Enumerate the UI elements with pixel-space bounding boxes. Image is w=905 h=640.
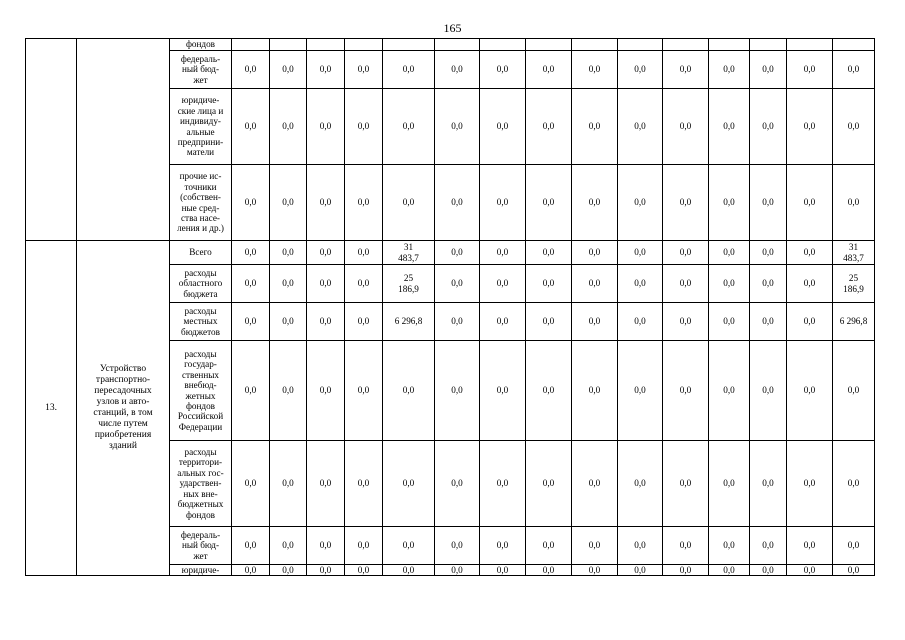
value-cell: 0,0 (480, 565, 526, 576)
value-cell: 0,0 (435, 265, 480, 303)
value-cell: 0,0 (787, 165, 833, 241)
value-cell (345, 39, 383, 51)
value-cell: 0,0 (709, 527, 750, 565)
value-cell (709, 39, 750, 51)
value-cell: 0,0 (787, 265, 833, 303)
value-cell (307, 39, 345, 51)
value-cell: 6 296,8 (383, 303, 435, 341)
value-cell: 0,0 (307, 527, 345, 565)
value-cell: 0,0 (435, 241, 480, 265)
value-cell (383, 39, 435, 51)
value-cell: 0,0 (232, 565, 270, 576)
value-cell: 0,0 (618, 89, 663, 165)
value-cell: 0,0 (618, 165, 663, 241)
value-cell: 0,0 (383, 441, 435, 527)
value-cell (663, 39, 709, 51)
value-cell: 0,0 (663, 89, 709, 165)
value-cell: 0,0 (618, 565, 663, 576)
value-cell: 0,0 (307, 441, 345, 527)
value-cell: 25 186,9 (833, 265, 875, 303)
value-cell: 0,0 (307, 165, 345, 241)
value-cell (526, 39, 572, 51)
value-cell: 0,0 (383, 527, 435, 565)
value-cell: 25 186,9 (383, 265, 435, 303)
value-cell: 0,0 (480, 441, 526, 527)
value-cell: 0,0 (383, 89, 435, 165)
value-cell (750, 39, 787, 51)
value-cell: 0,0 (663, 303, 709, 341)
value-cell: 0,0 (618, 527, 663, 565)
value-cell: 0,0 (480, 165, 526, 241)
value-cell: 0,0 (307, 303, 345, 341)
item-index-cell: 13. (26, 241, 77, 576)
value-cell: 0,0 (435, 165, 480, 241)
value-cell: 0,0 (526, 241, 572, 265)
value-cell: 0,0 (345, 165, 383, 241)
value-cell: 0,0 (663, 265, 709, 303)
value-cell: 0,0 (709, 341, 750, 441)
value-cell (572, 39, 618, 51)
budget-table (25, 38, 875, 576)
value-cell: 0,0 (270, 51, 307, 89)
value-cell: 0,0 (383, 165, 435, 241)
value-cell: 0,0 (787, 441, 833, 527)
table-row (26, 241, 875, 265)
value-cell: 0,0 (345, 265, 383, 303)
value-cell: 0,0 (232, 303, 270, 341)
value-cell: 0,0 (663, 527, 709, 565)
value-cell: 0,0 (307, 341, 345, 441)
value-cell: 31 483,7 (833, 241, 875, 265)
funding-source-cell: прочие ис- точники (собствен- ные сред- ства насе- ления и др.) (170, 165, 232, 241)
value-cell: 0,0 (480, 241, 526, 265)
value-cell: 0,0 (232, 241, 270, 265)
value-cell: 0,0 (480, 303, 526, 341)
value-cell: 0,0 (833, 441, 875, 527)
value-cell: 0,0 (709, 441, 750, 527)
value-cell: 0,0 (383, 565, 435, 576)
funding-source-cell: федераль- ный бюд- жет (170, 527, 232, 565)
value-cell: 0,0 (572, 441, 618, 527)
value-cell: 0,0 (307, 565, 345, 576)
value-cell: 0,0 (750, 341, 787, 441)
value-cell: 0,0 (787, 341, 833, 441)
value-cell: 0,0 (435, 51, 480, 89)
value-cell: 0,0 (663, 565, 709, 576)
value-cell: 0,0 (345, 441, 383, 527)
value-cell: 0,0 (750, 165, 787, 241)
value-cell: 0,0 (618, 341, 663, 441)
value-cell: 0,0 (787, 89, 833, 165)
value-cell: 0,0 (833, 51, 875, 89)
value-cell: 0,0 (270, 527, 307, 565)
value-cell: 0,0 (750, 241, 787, 265)
value-cell: 0,0 (709, 303, 750, 341)
value-cell: 0,0 (345, 51, 383, 89)
value-cell: 0,0 (526, 565, 572, 576)
value-cell: 0,0 (787, 51, 833, 89)
value-cell: 0,0 (618, 241, 663, 265)
value-cell: 0,0 (435, 341, 480, 441)
funding-source-cell: Всего (170, 241, 232, 265)
value-cell: 0,0 (709, 165, 750, 241)
value-cell: 0,0 (383, 341, 435, 441)
value-cell: 0,0 (572, 265, 618, 303)
page-number: 165 (443, 21, 462, 35)
value-cell: 0,0 (232, 165, 270, 241)
value-cell: 0,0 (709, 241, 750, 265)
value-cell: 0,0 (345, 89, 383, 165)
value-cell: 0,0 (307, 265, 345, 303)
value-cell: 0,0 (750, 441, 787, 527)
value-cell: 31 483,7 (383, 241, 435, 265)
value-cell: 0,0 (232, 341, 270, 441)
value-cell: 0,0 (663, 441, 709, 527)
value-cell: 0,0 (709, 565, 750, 576)
value-cell: 0,0 (270, 341, 307, 441)
value-cell: 0,0 (480, 341, 526, 441)
value-cell: 0,0 (618, 51, 663, 89)
value-cell: 0,0 (572, 341, 618, 441)
value-cell: 0,0 (270, 303, 307, 341)
value-cell: 0,0 (787, 241, 833, 265)
value-cell: 0,0 (480, 527, 526, 565)
value-cell: 0,0 (663, 341, 709, 441)
value-cell: 0,0 (572, 565, 618, 576)
value-cell: 0,0 (526, 265, 572, 303)
value-cell: 0,0 (572, 89, 618, 165)
value-cell: 0,0 (435, 303, 480, 341)
value-cell: 0,0 (787, 303, 833, 341)
value-cell: 0,0 (232, 89, 270, 165)
value-cell: 0,0 (709, 89, 750, 165)
value-cell: 0,0 (307, 89, 345, 165)
table-row (26, 39, 875, 51)
value-cell: 6 296,8 (833, 303, 875, 341)
value-cell: 0,0 (787, 527, 833, 565)
value-cell: 0,0 (750, 527, 787, 565)
value-cell: 0,0 (435, 565, 480, 576)
value-cell: 0,0 (345, 341, 383, 441)
funding-source-cell: юридиче- (170, 565, 232, 576)
value-cell: 0,0 (345, 303, 383, 341)
value-cell: 0,0 (526, 303, 572, 341)
value-cell: 0,0 (750, 51, 787, 89)
value-cell: 0,0 (526, 441, 572, 527)
value-cell: 0,0 (270, 241, 307, 265)
funding-source-cell: расходы местных бюджетов (170, 303, 232, 341)
row-name-cell (77, 39, 170, 241)
value-cell: 0,0 (572, 527, 618, 565)
value-cell: 0,0 (572, 51, 618, 89)
value-cell: 0,0 (833, 341, 875, 441)
value-cell: 0,0 (480, 51, 526, 89)
value-cell (787, 39, 833, 51)
funding-source-cell: федераль- ный бюд- жет (170, 51, 232, 89)
value-cell: 0,0 (526, 89, 572, 165)
value-cell: 0,0 (345, 527, 383, 565)
value-cell: 0,0 (618, 441, 663, 527)
value-cell: 0,0 (833, 89, 875, 165)
value-cell: 0,0 (526, 341, 572, 441)
value-cell: 0,0 (787, 565, 833, 576)
value-cell: 0,0 (270, 265, 307, 303)
value-cell: 0,0 (232, 441, 270, 527)
value-cell: 0,0 (663, 241, 709, 265)
value-cell: 0,0 (435, 527, 480, 565)
funding-source-cell: фондов (170, 39, 232, 51)
funding-source-cell: юридиче- ские лица и индивиду- альные предприни- матели (170, 89, 232, 165)
value-cell (435, 39, 480, 51)
value-cell: 0,0 (307, 51, 345, 89)
value-cell: 0,0 (383, 51, 435, 89)
value-cell (232, 39, 270, 51)
value-cell: 0,0 (663, 51, 709, 89)
value-cell: 0,0 (480, 89, 526, 165)
value-cell: 0,0 (750, 565, 787, 576)
value-cell: 0,0 (750, 89, 787, 165)
value-cell: 0,0 (709, 51, 750, 89)
funding-source-cell: расходы территори- альных гос- ударствен- ных вне- бюджетных фондов (170, 441, 232, 527)
value-cell: 0,0 (750, 303, 787, 341)
value-cell: 0,0 (526, 527, 572, 565)
row-index-cell (26, 39, 77, 241)
value-cell: 0,0 (270, 89, 307, 165)
value-cell: 0,0 (307, 241, 345, 265)
value-cell: 0,0 (232, 527, 270, 565)
table-body (26, 39, 875, 576)
value-cell: 0,0 (526, 51, 572, 89)
item-name-cell: Устройство транспортно- пересадочных узлов и авто- станций, в том числе путем приобретения зданий (77, 241, 170, 576)
value-cell: 0,0 (572, 241, 618, 265)
value-cell: 0,0 (480, 265, 526, 303)
value-cell: 0,0 (572, 165, 618, 241)
value-cell: 0,0 (663, 165, 709, 241)
value-cell: 0,0 (232, 265, 270, 303)
value-cell: 0,0 (572, 303, 618, 341)
funding-source-cell: расходы областного бюджета (170, 265, 232, 303)
value-cell (618, 39, 663, 51)
value-cell (833, 39, 875, 51)
value-cell (270, 39, 307, 51)
value-cell: 0,0 (270, 565, 307, 576)
value-cell: 0,0 (270, 441, 307, 527)
value-cell: 0,0 (435, 89, 480, 165)
value-cell: 0,0 (345, 241, 383, 265)
value-cell: 0,0 (270, 165, 307, 241)
value-cell: 0,0 (709, 265, 750, 303)
value-cell: 0,0 (833, 565, 875, 576)
value-cell (480, 39, 526, 51)
value-cell: 0,0 (232, 51, 270, 89)
funding-source-cell: расходы государ- ственных внебюд- жетных фондов Российской Федерации (170, 341, 232, 441)
value-cell: 0,0 (833, 165, 875, 241)
value-cell: 0,0 (833, 527, 875, 565)
value-cell: 0,0 (618, 265, 663, 303)
value-cell: 0,0 (345, 565, 383, 576)
value-cell: 0,0 (750, 265, 787, 303)
value-cell: 0,0 (435, 441, 480, 527)
value-cell: 0,0 (618, 303, 663, 341)
value-cell: 0,0 (526, 165, 572, 241)
